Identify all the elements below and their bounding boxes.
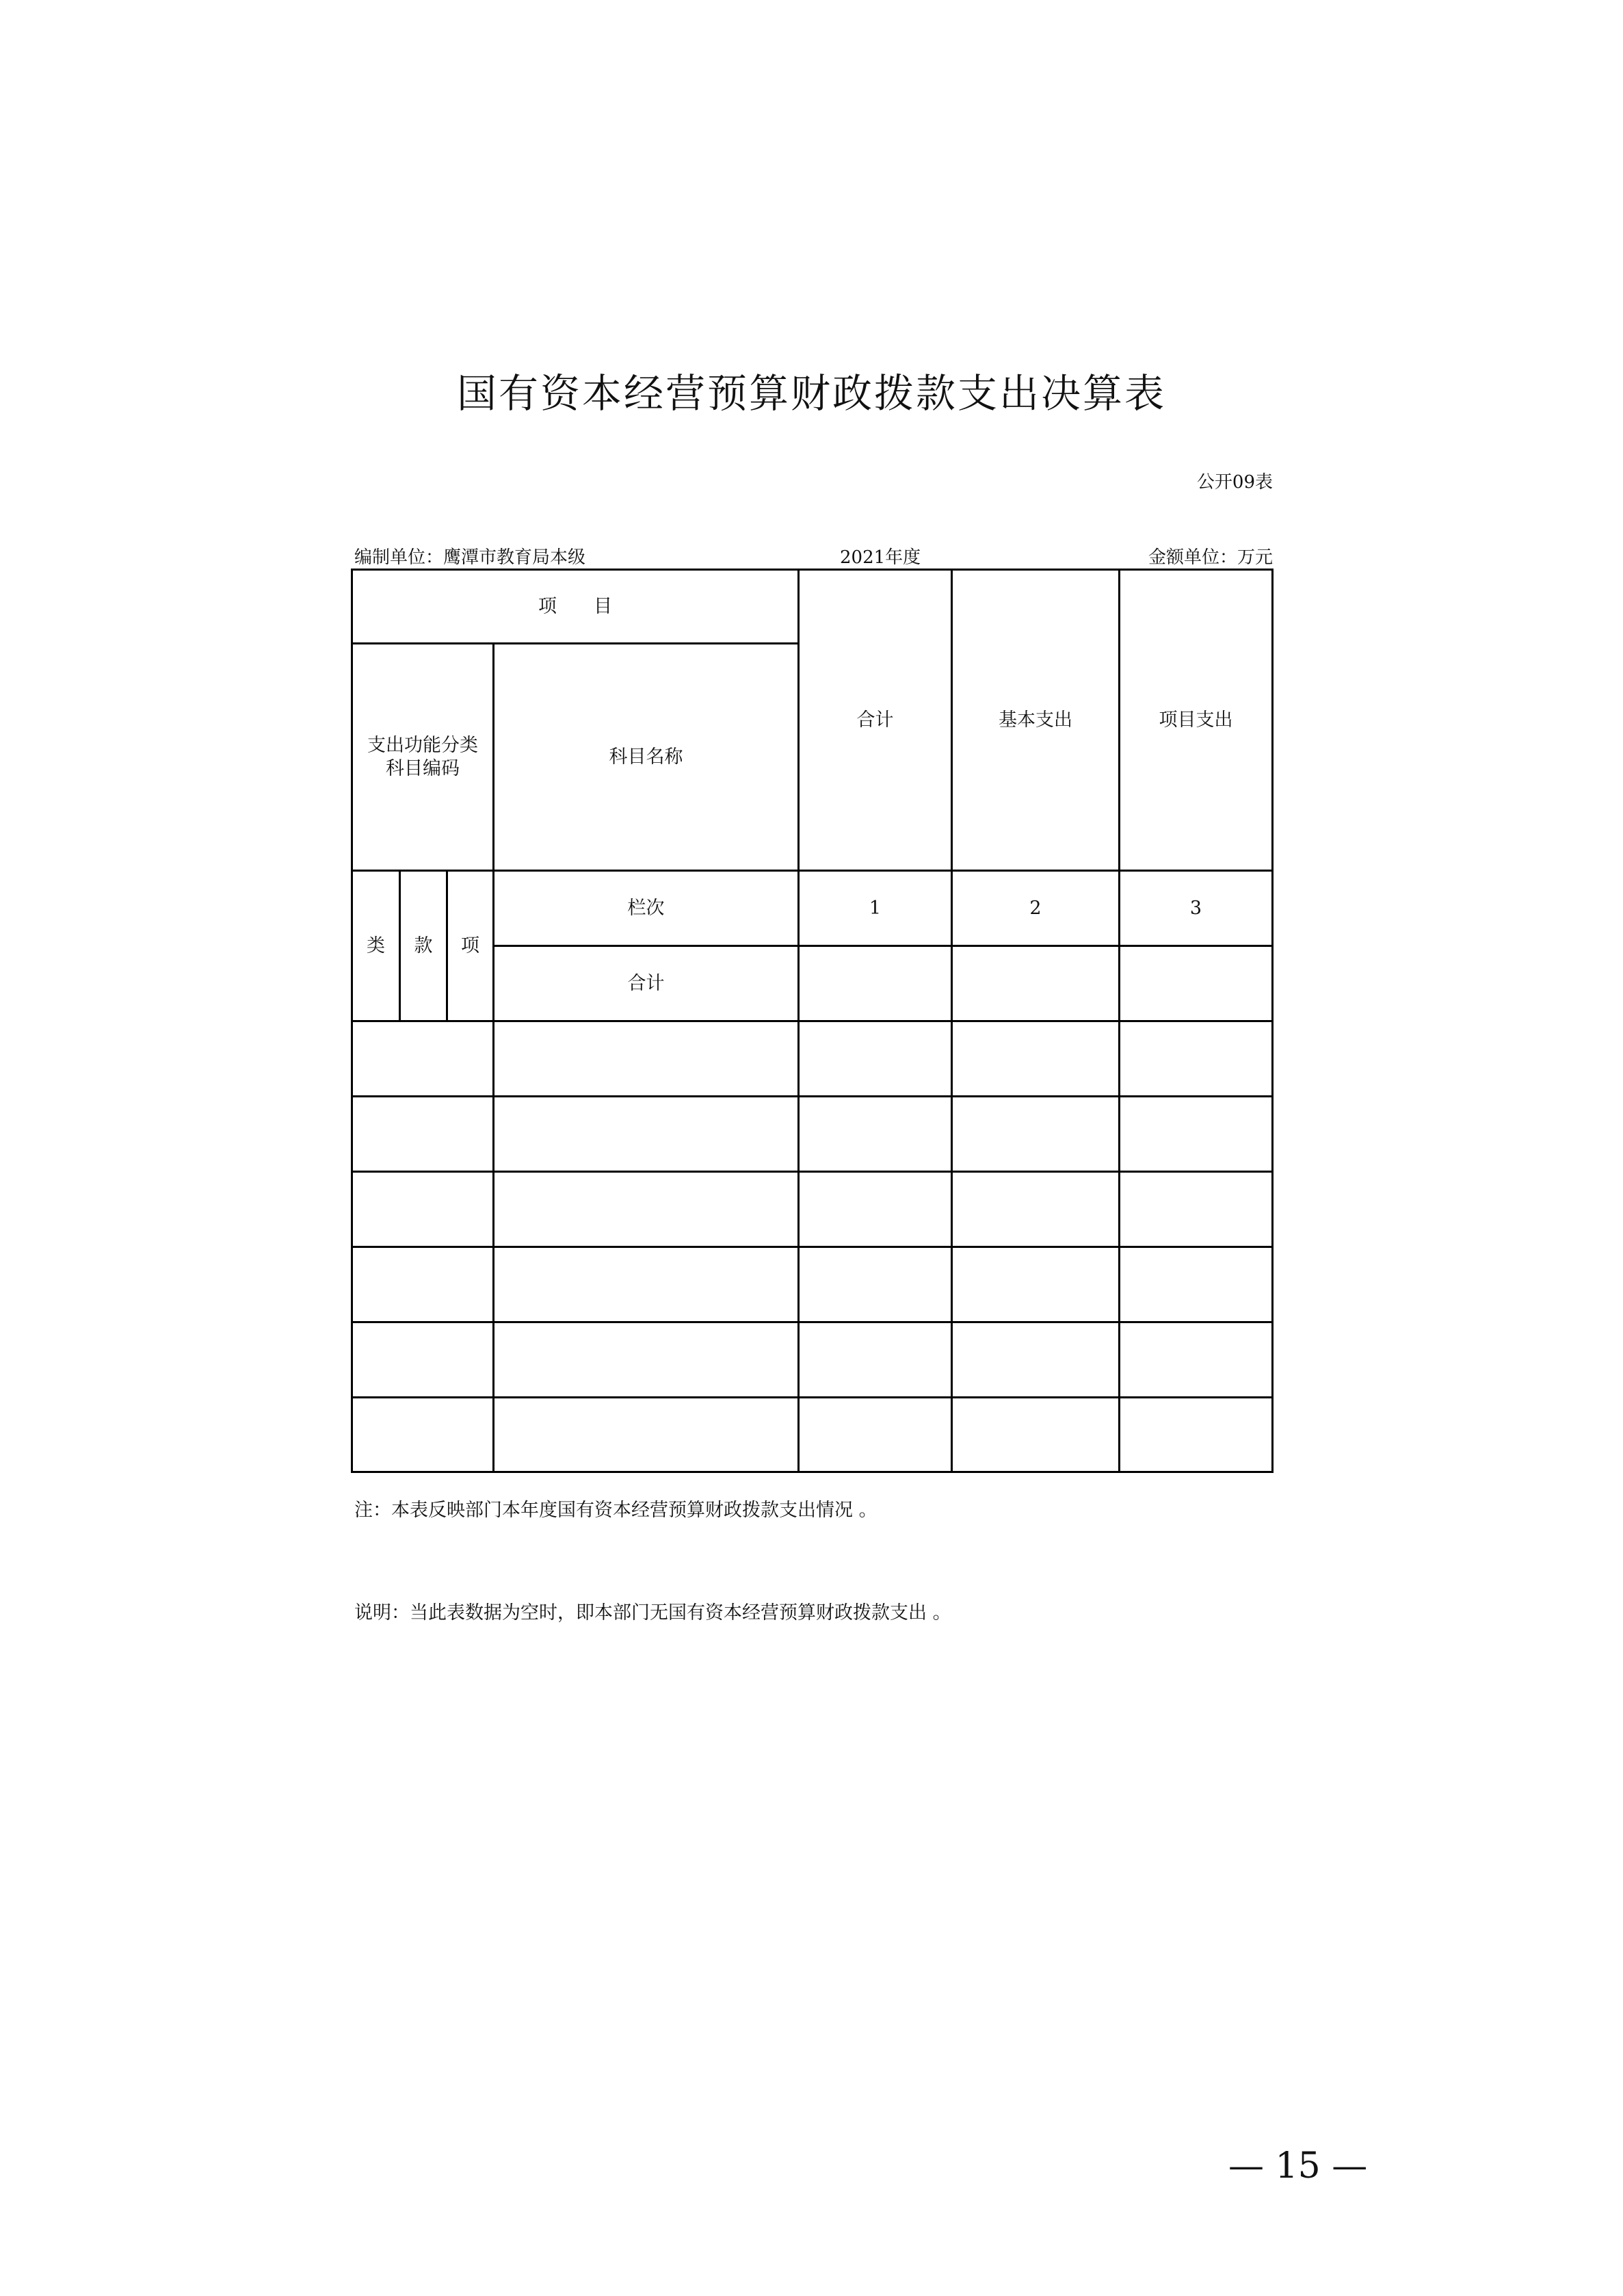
header-item: 项 目 (538, 595, 612, 617)
header-basic-expenditure: 基本支出 (999, 709, 1072, 731)
total-row-label: 合计 (627, 972, 665, 994)
column-index-3: 3 (1189, 897, 1202, 919)
table-note: 注：本表反映部门本年度国有资本经营预算财政拨款支出情况 。 (354, 1500, 878, 1521)
table-hline (351, 1095, 1274, 1097)
column-index-1: 1 (869, 897, 882, 919)
subheader-kuan: 款 (414, 935, 433, 956)
subheader-lei: 类 (367, 935, 385, 956)
form-number: 公开09表 (1196, 472, 1273, 493)
header-subject-name: 科目名称 (609, 746, 683, 768)
header-function-code: 支出功能分类科目编码 (367, 734, 478, 779)
table-border-bottom (351, 1471, 1274, 1473)
subheader-xiang: 项 (461, 935, 479, 956)
column-index-label: 栏次 (627, 897, 665, 919)
table-hline (351, 1246, 1274, 1248)
expenditure-table (351, 569, 1274, 1473)
table-hline (351, 1321, 1274, 1323)
table-hline (351, 1020, 1274, 1022)
header-project-expenditure: 项目支出 (1159, 709, 1233, 731)
amount-unit: 金额单位：万元 (1148, 547, 1273, 568)
header-total: 合计 (856, 709, 894, 731)
compiling-unit: 编制单位：鹰潭市教育局本级 (354, 547, 586, 568)
page-number: — 15 — (1228, 2145, 1368, 2187)
table-hline (351, 1396, 1274, 1398)
column-index-2: 2 (1029, 897, 1042, 919)
table-hline (351, 1171, 1274, 1173)
fiscal-year: 2021年度 (840, 547, 921, 568)
table-explanation: 说明：当此表数据为空时，即本部门无国有资本经营预算财政拨款支出 。 (354, 1602, 951, 1623)
page-title: 国有资本经营预算财政拨款支出决算表 (456, 370, 1166, 417)
